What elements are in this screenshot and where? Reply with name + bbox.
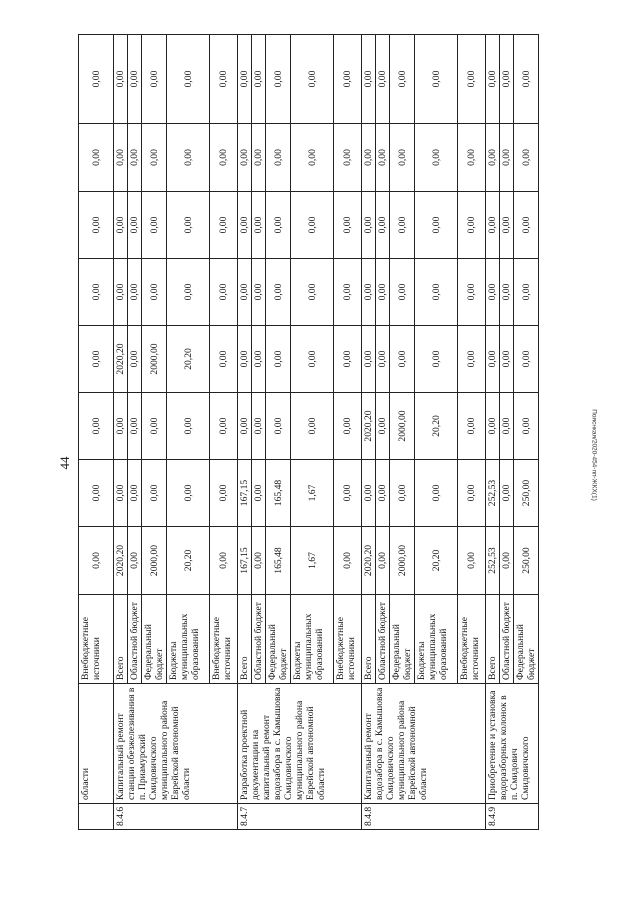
value-cell: 0,00 (500, 124, 514, 192)
value-cell: 0,00 (79, 393, 114, 460)
value-cell: 0,00 (252, 527, 266, 595)
value-cell: 0,00 (500, 192, 514, 259)
value-cell: 0,00 (128, 124, 142, 192)
value-cell: 0,00 (238, 35, 252, 124)
value-cell: 0,00 (114, 192, 128, 259)
funding-source: Областной бюджет (128, 595, 142, 684)
value-cell: 0,00 (334, 393, 362, 460)
value-cell: 2000,00 (142, 527, 167, 595)
value-cell: 0,00 (114, 259, 128, 326)
value-cell: 0,00 (514, 259, 539, 326)
value-cell: 0,00 (210, 35, 238, 124)
value-cell: 0,00 (238, 192, 252, 259)
item-code: 8.4.9 (486, 804, 539, 830)
value-cell: 0,00 (210, 259, 238, 326)
value-cell: 0,00 (486, 192, 500, 259)
value-cell: 0,00 (458, 124, 486, 192)
funding-source: Внебюджетные источники (210, 595, 238, 684)
value-cell: 0,00 (114, 393, 128, 460)
value-cell: 0,00 (458, 35, 486, 124)
value-cell: 0,00 (415, 124, 458, 192)
value-cell: 0,00 (390, 460, 415, 527)
value-cell: 0,00 (390, 35, 415, 124)
table-body (79, 35, 539, 830)
value-cell: 0,00 (210, 460, 238, 527)
value-cell: 0,00 (415, 259, 458, 326)
table-row (238, 35, 252, 830)
item-code: 8.4.8 (362, 804, 486, 830)
funding-source: Областной бюджет (376, 595, 390, 684)
funding-source: Внебюджетные источники (458, 595, 486, 684)
item-name: Разработка проектной документации на капитальный ремонт водозабора в с. Камышовка Смидовичского муниципального района Еврейской автономной области (238, 684, 362, 804)
value-cell: 252,53 (486, 527, 500, 595)
table-row (114, 35, 128, 830)
funding-source: Федеральный бюджет (514, 595, 539, 684)
funding-source: Федеральный бюджет (266, 595, 291, 684)
value-cell: 0,00 (334, 326, 362, 393)
item-name: Капитальный ремонт водозабора в с. Камышовка Смидовичского муниципального района Еврейской автономной области (362, 684, 486, 804)
value-cell: 0,00 (238, 326, 252, 393)
value-cell: 2020,20 (362, 393, 376, 460)
value-cell: 0,00 (390, 192, 415, 259)
value-cell: 0,00 (79, 124, 114, 192)
value-cell: 0,00 (266, 124, 291, 192)
item-name: области (79, 684, 114, 804)
value-cell: 0,00 (114, 124, 128, 192)
value-cell: 0,00 (291, 35, 334, 124)
item-code: 8.4.7 (238, 804, 362, 830)
value-cell: 0,00 (238, 124, 252, 192)
value-cell: 0,00 (500, 259, 514, 326)
value-cell: 0,00 (415, 460, 458, 527)
funding-source: Областной бюджет (500, 595, 514, 684)
value-cell: 0,00 (114, 35, 128, 124)
value-cell: 0,00 (376, 124, 390, 192)
value-cell: 0,00 (458, 192, 486, 259)
value-cell: 0,00 (458, 259, 486, 326)
value-cell: 2020,20 (114, 326, 128, 393)
value-cell: 0,00 (362, 460, 376, 527)
value-cell: 0,00 (486, 326, 500, 393)
value-cell: 0,00 (376, 326, 390, 393)
value-cell: 0,00 (390, 326, 415, 393)
rotated-table-container (78, 55, 562, 830)
value-cell: 0,00 (334, 124, 362, 192)
value-cell: 0,00 (415, 326, 458, 393)
value-cell: 0,00 (415, 35, 458, 124)
value-cell: 0,00 (334, 460, 362, 527)
value-cell: 0,00 (500, 527, 514, 595)
value-cell: 0,00 (79, 460, 114, 527)
value-cell: 0,00 (362, 192, 376, 259)
value-cell: 0,00 (376, 460, 390, 527)
value-cell: 250,00 (514, 460, 539, 527)
value-cell: 0,00 (142, 124, 167, 192)
value-cell: 0,00 (486, 393, 500, 460)
value-cell: 0,00 (514, 124, 539, 192)
value-cell: 0,00 (238, 259, 252, 326)
value-cell: 0,00 (167, 124, 210, 192)
table-row (486, 35, 500, 830)
item-name: Приобретение и установка водоразборных колонок в п. Смидович Смидовичского (486, 684, 539, 804)
item-name: Капитальный ремонт станции обезжелезивания в п. Приамурский Смидовичского муниципального района Еврейской автономной области (114, 684, 238, 804)
value-cell: 0,00 (291, 393, 334, 460)
value-cell: 0,00 (376, 259, 390, 326)
value-cell: 0,00 (362, 259, 376, 326)
value-cell: 0,00 (79, 35, 114, 124)
value-cell: 0,00 (514, 326, 539, 393)
value-cell: 0,00 (376, 35, 390, 124)
value-cell: 0,00 (79, 259, 114, 326)
value-cell: 0,00 (362, 35, 376, 124)
value-cell: 1,67 (291, 460, 334, 527)
value-cell: 0,00 (142, 393, 167, 460)
value-cell: 0,00 (362, 124, 376, 192)
value-cell: 0,00 (458, 393, 486, 460)
value-cell: 165,48 (266, 527, 291, 595)
funding-source: Всего (486, 595, 500, 684)
value-cell: 0,00 (266, 326, 291, 393)
value-cell: 0,00 (514, 35, 539, 124)
value-cell: 0,00 (291, 124, 334, 192)
value-cell: 0,00 (79, 527, 114, 595)
value-cell: 0,00 (252, 124, 266, 192)
table-row (79, 35, 114, 830)
value-cell: 0,00 (500, 326, 514, 393)
funding-source: Бюджеты муниципальных образований (415, 595, 458, 684)
value-cell: 0,00 (458, 460, 486, 527)
value-cell: 0,00 (167, 460, 210, 527)
value-cell: 0,00 (486, 124, 500, 192)
value-cell: 0,00 (142, 460, 167, 527)
value-cell: 20,20 (167, 527, 210, 595)
value-cell: 0,00 (79, 326, 114, 393)
value-cell: 1,67 (291, 527, 334, 595)
value-cell: 0,00 (500, 460, 514, 527)
value-cell: 2000,00 (142, 326, 167, 393)
value-cell: 0,00 (210, 326, 238, 393)
value-cell: 0,00 (167, 35, 210, 124)
value-cell: 0,00 (458, 527, 486, 595)
item-code: 8.4.6 (114, 804, 238, 830)
value-cell: 2020,20 (114, 527, 128, 595)
value-cell: 0,00 (128, 527, 142, 595)
value-cell: 20,20 (167, 326, 210, 393)
value-cell: 20,20 (415, 393, 458, 460)
value-cell: 20,20 (415, 527, 458, 595)
value-cell: 0,00 (210, 124, 238, 192)
value-cell: 0,00 (291, 192, 334, 259)
funding-source: Внебюджетные источники (79, 595, 114, 684)
value-cell: 0,00 (252, 259, 266, 326)
value-cell: 0,00 (266, 192, 291, 259)
funding-source: Бюджеты муниципальных образований (167, 595, 210, 684)
value-cell: 0,00 (128, 460, 142, 527)
funding-source: Бюджеты муниципальных образований (291, 595, 334, 684)
value-cell: 0,00 (415, 192, 458, 259)
value-cell: 0,00 (210, 393, 238, 460)
value-cell: 165,48 (266, 460, 291, 527)
value-cell: 0,00 (252, 460, 266, 527)
value-cell: 0,00 (390, 259, 415, 326)
value-cell: 0,00 (334, 35, 362, 124)
value-cell: 0,00 (266, 393, 291, 460)
value-cell: 0,00 (334, 527, 362, 595)
value-cell: 2020,20 (362, 527, 376, 595)
value-cell: 2000,00 (390, 393, 415, 460)
value-cell: 0,00 (376, 393, 390, 460)
value-cell: 0,00 (142, 35, 167, 124)
value-cell: 0,00 (252, 35, 266, 124)
value-cell: 0,00 (334, 259, 362, 326)
value-cell: 0,00 (79, 192, 114, 259)
funding-source: Областной бюджет (252, 595, 266, 684)
value-cell: 0,00 (128, 35, 142, 124)
value-cell: 0,00 (266, 35, 291, 124)
value-cell: 0,00 (486, 35, 500, 124)
side-note-text: Пояснкая/2020-454-пп-ЖКХ(1) (590, 409, 598, 501)
value-cell: 0,00 (500, 393, 514, 460)
value-cell: 167,15 (238, 460, 252, 527)
value-cell: 0,00 (500, 35, 514, 124)
value-cell: 0,00 (142, 192, 167, 259)
value-cell: 0,00 (210, 192, 238, 259)
value-cell: 0,00 (252, 192, 266, 259)
value-cell: 250,00 (514, 527, 539, 595)
funding-source: Внебюджетные источники (334, 595, 362, 684)
funding-table (78, 34, 539, 830)
value-cell: 0,00 (210, 527, 238, 595)
funding-source: Федеральный бюджет (390, 595, 415, 684)
funding-source: Всего (362, 595, 376, 684)
value-cell: 0,00 (128, 393, 142, 460)
value-cell: 0,00 (128, 326, 142, 393)
value-cell: 2000,00 (390, 527, 415, 595)
value-cell: 0,00 (167, 259, 210, 326)
value-cell: 0,00 (266, 259, 291, 326)
value-cell: 0,00 (376, 192, 390, 259)
value-cell: 0,00 (362, 326, 376, 393)
value-cell: 0,00 (238, 393, 252, 460)
value-cell: 0,00 (376, 527, 390, 595)
value-cell: 252,53 (486, 460, 500, 527)
value-cell: 0,00 (128, 192, 142, 259)
value-cell: 0,00 (252, 393, 266, 460)
table-row (362, 35, 376, 830)
value-cell: 0,00 (458, 326, 486, 393)
funding-source: Всего (238, 595, 252, 684)
funding-source: Федеральный бюджет (142, 595, 167, 684)
value-cell: 0,00 (291, 326, 334, 393)
page-number: 44 (57, 456, 72, 470)
funding-source: Всего (114, 595, 128, 684)
value-cell: 0,00 (514, 192, 539, 259)
value-cell: 0,00 (291, 259, 334, 326)
value-cell: 0,00 (334, 192, 362, 259)
value-cell: 0,00 (252, 326, 266, 393)
table-wrapper (78, 55, 562, 830)
value-cell: 0,00 (114, 460, 128, 527)
value-cell: 0,00 (142, 259, 167, 326)
value-cell: 0,00 (128, 259, 142, 326)
value-cell: 0,00 (390, 124, 415, 192)
value-cell: 0,00 (167, 393, 210, 460)
value-cell: 0,00 (486, 259, 500, 326)
value-cell: 0,00 (514, 393, 539, 460)
value-cell: 0,00 (167, 192, 210, 259)
item-code (79, 804, 114, 830)
value-cell: 167,15 (238, 527, 252, 595)
